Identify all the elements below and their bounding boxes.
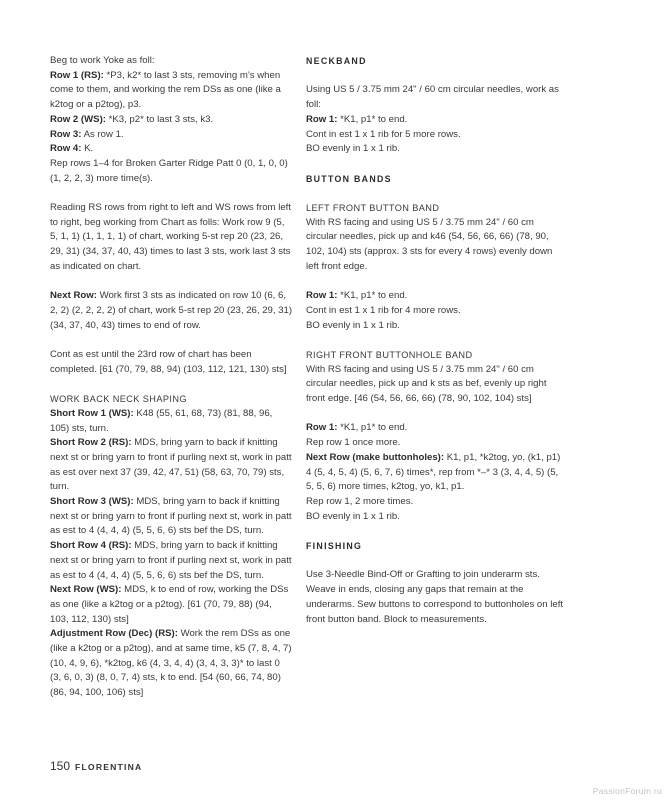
section-heading-finishing: FINISHING bbox=[306, 541, 363, 552]
row-label: Next Row: bbox=[50, 290, 97, 302]
section-heading-button-bands: BUTTON BANDS bbox=[306, 173, 392, 184]
row-text: As row 1. bbox=[81, 128, 124, 140]
left-column bbox=[50, 54, 293, 701]
next-row bbox=[50, 289, 293, 333]
row-text: Work first 3 sts as indicated on row 10 (6, 6, 2, 2) (2, 2, 2, 2) of chart, work 5-st rep 20 (23, 26, 29, 31) (34, 37, 40, 43) times to end of row. bbox=[50, 290, 293, 331]
row-text: MDS, bring yarn to back if knitting next st or bring yarn to front if purling next st, work in patt as est to 4 (4, 4, 4) (5, 5, 6, 6) sts bef the DS, turn. bbox=[50, 496, 292, 537]
next-row-ws bbox=[50, 583, 293, 627]
row-label: Short Row 4 (RS): bbox=[50, 540, 132, 552]
left-band-row-1 bbox=[306, 289, 564, 304]
neckband-cont: Cont in est 1 x 1 rib for 5 more rows. bbox=[306, 128, 461, 140]
row-text: *P3, k2* to last 3 sts, removing m’s when come to them, and working the rem DSs as one (like a k2tog or a p2tog), p3. bbox=[50, 69, 281, 111]
row-label: Row 4: bbox=[50, 143, 82, 155]
page-number: 150 bbox=[50, 759, 71, 773]
row-label: Short Row 1 (WS): bbox=[50, 407, 134, 419]
row-text: *K1, p1* to end. bbox=[337, 422, 408, 434]
subheading-right-front-buttonhole-band: RIGHT FRONT BUTTONHOLE BAND bbox=[306, 349, 473, 360]
buttonhole-row bbox=[306, 451, 564, 495]
finishing-instructions: Use 3-Needle Bind-Off or Grafting to join underarm sts. Weave in ends, closing any gaps that remain at the underarms. Sew buttons to correspond to buttonholes on left front button band. Block to measurements. bbox=[306, 569, 564, 625]
section-heading-neckband: NECKBAND bbox=[306, 56, 367, 66]
row-label: Row 1 (RS): bbox=[50, 69, 104, 81]
row-label: Row 2 (WS): bbox=[50, 113, 106, 125]
right-band-row-1 bbox=[306, 421, 564, 436]
right-band-repeat-2: Rep row 1, 2 more times. bbox=[306, 496, 414, 507]
right-band-pickup: With RS facing and using US 5 / 3.75 mm 24" / 60 cm circular needles, pick up and k sts as bef, evenly up right front edge. [46 (54, 56, 66, 66) (78, 90, 102, 104) sts] bbox=[306, 363, 547, 405]
right-column bbox=[306, 54, 564, 627]
row-text: MDS, k to end of row, working the DSs as one (like a k2tog or a p2tog). [61 (70, 79, 88) (94, 103, 112, 130) sts] bbox=[50, 584, 289, 625]
chart-instructions: Reading RS rows from right to left and WS rows from left to right, beg working from Chart as folls: Work row 9 (5, 5, 1, 1) (1, 1, 1, 1) of chart, working 5-st rep 20 (23, 26, 29, 31) (34, 37, 40, 43) times to last 3 sts, work last 3 sts as indicated on chart. bbox=[50, 202, 291, 272]
row-label: Row 1: bbox=[306, 290, 338, 302]
short-row-3 bbox=[50, 495, 293, 539]
yoke-row-4 bbox=[50, 142, 293, 157]
yoke-row-3 bbox=[50, 128, 293, 143]
watermark: PassionForum.ru bbox=[592, 786, 662, 796]
row-text: K1, p1, *k2tog, yo, (k1, p1) 4 (5, 4, 5, 4) (5, 6, 7, 6) times*, rep from *–* 3 (3, 4, 4, 5) (5, 5, 5, 6) more times, k2tog, yo, k1, p1. bbox=[306, 451, 561, 493]
row-label: Row 3: bbox=[50, 128, 82, 140]
row-text: *K1, p1* to end. bbox=[337, 290, 408, 302]
book-title: FLORENTINA bbox=[75, 762, 143, 772]
row-label: Next Row (WS): bbox=[50, 584, 122, 596]
left-band-pickup: With RS facing and using US 5 / 3.75 mm 24" / 60 cm circular needles, pick up and k46 (54, 56, 66, 66) (78, 90, 102, 104) sts (approx. 3 sts for every 4 rows) evenly down left front edge. bbox=[306, 216, 553, 272]
yoke-row-2 bbox=[50, 113, 293, 128]
row-text: K. bbox=[81, 143, 94, 155]
row-label: Short Row 2 (RS): bbox=[50, 437, 132, 449]
adjustment-row bbox=[50, 627, 293, 701]
row-label: Short Row 3 (WS): bbox=[50, 496, 134, 508]
page-footer bbox=[50, 759, 142, 773]
row-text: K48 (55, 61, 68, 73) (81, 88, 96, 105) sts, turn. bbox=[50, 407, 273, 434]
yoke-row-1 bbox=[50, 69, 293, 113]
right-band-bind-off: BO evenly in 1 x 1 rib. bbox=[306, 510, 400, 522]
left-band-bind-off: BO evenly in 1 x 1 rib. bbox=[306, 319, 400, 331]
section-heading-back-neck: WORK BACK NECK SHAPING bbox=[50, 394, 187, 405]
row-label: Row 1: bbox=[306, 422, 338, 434]
neckband-bind-off: BO evenly in 1 x 1 rib. bbox=[306, 143, 400, 155]
subheading-left-front-button-band: LEFT FRONT BUTTON BAND bbox=[306, 202, 440, 213]
left-band-cont: Cont in est 1 x 1 rib for 4 more rows. bbox=[306, 304, 461, 316]
cont-as-est: Cont as est until the 23rd row of chart has been completed. [61 (70, 79, 88, 94) (103, 112, 121, 130) sts] bbox=[50, 349, 287, 375]
row-text: Work the rem DSs as one (like a k2tog or a p2tog), and at same time, k5 (7, 8, 4, 7) (10, 4, 9, 6), *k2tog, k6 (4, 3, 4, 4) (3, 4, 3, 3)* to last 0 (3, 6, 0, 3) (8, 0, 7, 4) sts, k to end. [54 (60, 66, 74, 80) (86, 94, 100, 106) sts] bbox=[50, 628, 292, 699]
short-row-1 bbox=[50, 407, 293, 436]
repeat-rows: Rep rows 1–4 for Broken Garter Ridge Patt 0 (0, 1, 0, 0) (1, 2, 2, 3) more time(s). bbox=[50, 157, 288, 184]
row-text: MDS, bring yarn to back if knitting next st or bring yarn to front if purling next st, work in patt as est to 4 (4, 4, 4) (5, 5, 6, 6) sts bef the DS, turn. bbox=[50, 540, 292, 581]
row-text: MDS, bring yarn to back if knitting next st or bring yarn to front if purling next st, work in patt as est over next 37 (39, 42, 47, 51) (58, 63, 70, 79) sts, turn. bbox=[50, 437, 292, 493]
short-row-2 bbox=[50, 436, 293, 495]
row-label: Adjustment Row (Dec) (RS): bbox=[50, 628, 178, 640]
row-label: Next Row (make buttonholes): bbox=[306, 451, 445, 463]
right-band-repeat: Rep row 1 once more. bbox=[306, 437, 401, 449]
short-row-4 bbox=[50, 539, 293, 583]
neckband-row-1 bbox=[306, 113, 564, 128]
row-text: *K3, p2* to last 3 sts, k3. bbox=[105, 113, 214, 125]
row-text: *K1, p1* to end. bbox=[337, 113, 408, 125]
neckband-intro: Using US 5 / 3.75 mm 24" / 60 cm circular needles, work as foll: bbox=[306, 84, 559, 111]
yoke-intro: Beg to work Yoke as foll: bbox=[50, 55, 155, 66]
row-label: Row 1: bbox=[306, 113, 338, 125]
